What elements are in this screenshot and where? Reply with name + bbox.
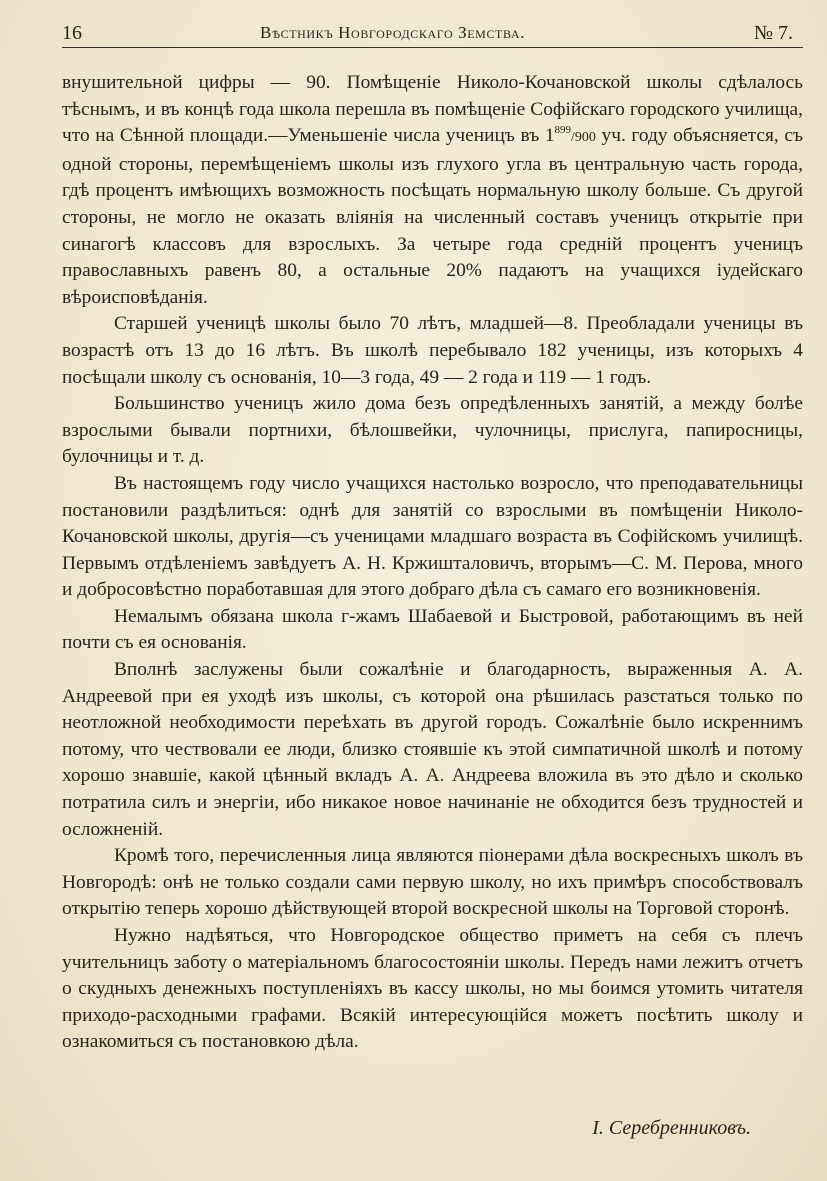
running-header: [62, 20, 797, 46]
paragraph: Старшей ученицѣ школы было 70 лѣтъ, младшей—8. Преобладали ученицы въ возрастѣ отъ 13 до 16 лѣтъ. Въ школѣ перебывало 182 ученицы, изъ которыхъ 4 посѣщали школу съ основанія, 10—3 года, 49 — 2 года и 119 — 1 годъ.: [62, 313, 803, 388]
paragraph: Немалымъ обязана школа г-жамъ Шабаевой и Быстровой, работающимъ въ ней почти съ ея основанія.: [62, 605, 803, 654]
paragraph-text: уч. году объясняется, съ одной стороны, перемѣщеніемъ школы изъ глухого угла въ центральную часть города, гдѣ процентъ имѣющихъ возможность посѣщать нормальную школу больше. Съ другой стороны, не могло не оказать вліянія на численный составъ ученицъ открытіе при синагогѣ классовъ для взрослыхъ. За четыре года средній процентъ ученицъ православныхъ равенъ 80, а остальные 20% падаютъ на учащихся іудейскаго вѣроисповѣданія.: [62, 125, 803, 308]
paragraph: Большинство ученицъ жило дома безъ опредѣленныхъ занятій, а между болѣе взрослыми бывали портнихи, бѣлошвейки, чулочницы, прислуга, папиросницы, булочницы и т. д.: [62, 393, 803, 468]
issue-number: № 7.: [753, 22, 793, 44]
year-fraction: /900: [571, 130, 596, 146]
page-number: 16: [62, 22, 82, 44]
paragraph: [62, 70, 803, 311]
paragraph: Вполнѣ заслужены были сожалѣніе и благодарность, выраженныя А. А. Андреевой при ея уходѣ изъ школы, съ которой она рѣшилась разстаться только по неотложной необходимости переѣхать въ другой городъ. Сожалѣніе было искреннимъ потому, что чествовали ее люди, близко стоявшіе къ этой симпатичной школѣ и потому хорошо знавшіе, какой цѣнный вкладъ А. А. Андреева вложила въ это дѣло и сколько потратила силъ и энергіи, ибо никакое новое начинаніе не обходится безъ трудностей и осложненій.: [62, 659, 803, 840]
year-superscript: 899: [554, 124, 572, 137]
author-signature: І. Серебренниковъ.: [592, 1117, 751, 1139]
header-rule: [62, 47, 803, 48]
paragraph: Въ настоящемъ году число учащихся настолько возросло, что преподавательницы постановили раздѣлиться: однѣ для занятій со взрослыми въ помѣщеніи Николо-Кочановской школы, другія—съ ученицами младшаго возраста въ Софійскомъ училищѣ. Первымъ отдѣленіемъ завѣдуетъ А. Н. Кржишталовичъ, вторымъ—С. М. Перова, много и добросовѣстно поработавшая для этого добраго дѣла съ самаго его возникновенія.: [62, 472, 803, 601]
paragraph: Кромѣ того, перечисленныя лица являются піонерами дѣла воскресныхъ школъ въ Новгородѣ: онѣ не только создали сами первую школу, но ихъ примѣръ способствовалъ открытію теперь хорошо дѣйствующей второй воскресной школы на Торговой сторонѣ.: [62, 845, 803, 920]
journal-title: Вѣстникъ Новгородскаго Земства.: [260, 23, 525, 42]
paragraph: Нужно надѣяться, что Новгородское общество приметъ на себя съ плечъ учительницъ заботу о матеріальномъ благосостояніи школы. Передъ нами лежитъ отчетъ о скудныхъ денежныхъ поступленіяхъ въ кассу школы, но мы боимся утомить читателя приходо-расходными графами. Всякій интересующійся можетъ посѣтить школу и ознакомиться съ постановкою дѣла.: [62, 925, 803, 1053]
paragraph-text: внушительной цифры — 90. Помѣщеніе Николо-Кочановской школы сдѣлалось тѣснымъ, и въ концѣ года школа перешла въ помѣщеніе Софійскаго городского училища, что на Сѣнной площади.—Уменьшеніе числа ученицъ въ 1: [62, 72, 803, 147]
article-body: [62, 70, 803, 1056]
